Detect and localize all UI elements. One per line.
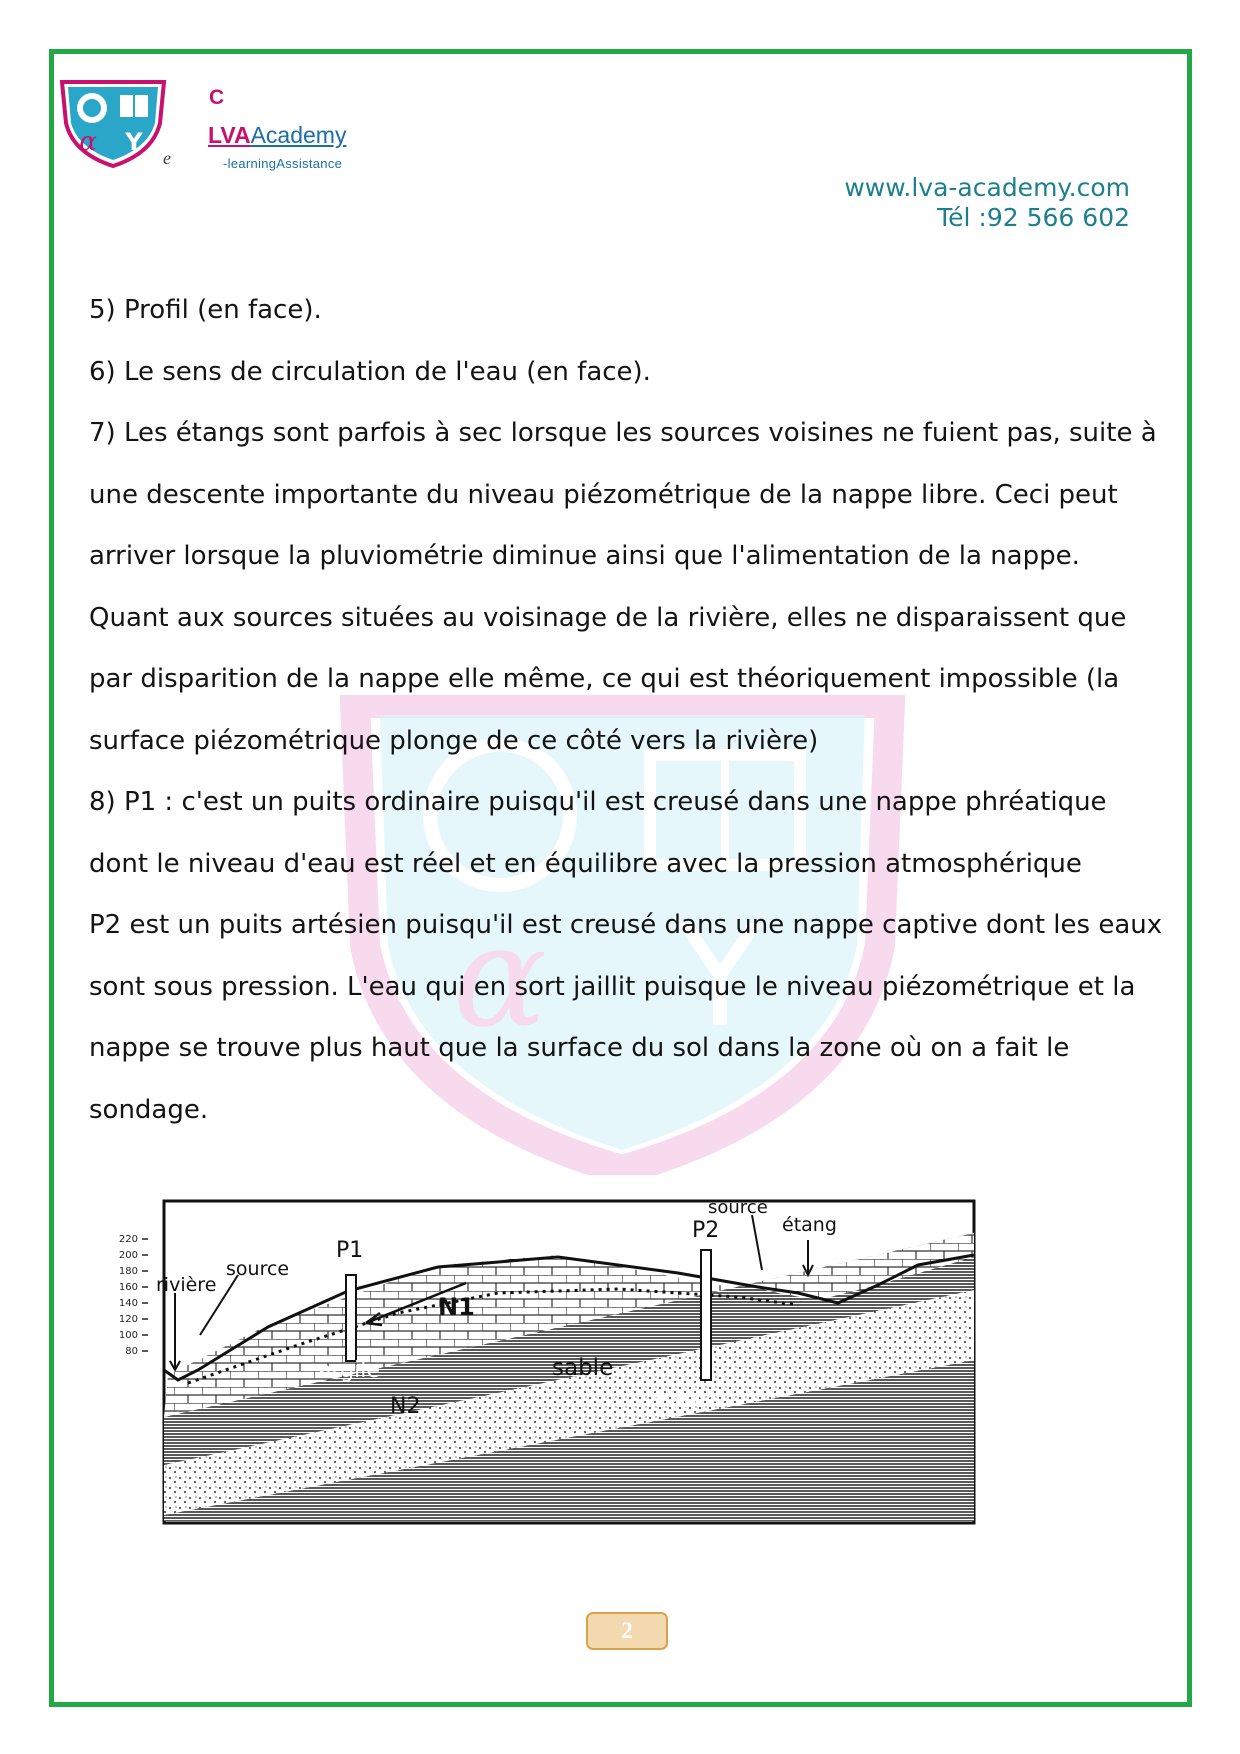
label-argile: argile xyxy=(318,1358,380,1383)
svg-text:α: α xyxy=(79,127,97,157)
scale-tick: 160 xyxy=(118,1282,138,1293)
page-number: 2 xyxy=(586,1612,668,1650)
paragraph-8-p2: P2 est un puits artésien puisqu'il est creusé dans une nappe captive dont les eaux sont sous pression. L'eau qui en sort jaillit puisque le niveau piézométrique et la nappe se trouve plus haut que la surface du sol dans la zone où on a fait le sondage. xyxy=(89,910,1163,1125)
phone-number: Tél :92 566 602 xyxy=(937,203,1130,232)
geological-cross-section xyxy=(118,1195,980,1525)
brand-letter: C xyxy=(209,86,225,109)
brand-e-letter: e xyxy=(163,148,171,168)
brand-lva: LVA xyxy=(208,122,251,148)
scale-tick: 180 xyxy=(118,1266,138,1277)
svg-text:α: α xyxy=(452,896,548,1059)
lva-logo-icon xyxy=(58,78,168,168)
brand-tagline: -learningAssistance xyxy=(223,156,343,171)
scale-tick: 80 xyxy=(125,1346,138,1357)
label-marne: marne xyxy=(650,1388,718,1412)
label-p2: P2 xyxy=(692,1218,720,1243)
scale-tick: 100 xyxy=(118,1330,138,1341)
scale-tick: 200 xyxy=(118,1250,138,1261)
website-link[interactable]: www.lva-academy.com xyxy=(844,173,1130,202)
label-n1: N1 xyxy=(438,1293,475,1321)
paragraph-5: 5) Profil (en face). xyxy=(89,295,322,325)
contact-block xyxy=(844,173,1130,233)
brand-name xyxy=(208,122,346,149)
label-source-right: source xyxy=(708,1197,768,1218)
scale-tick: 120 xyxy=(118,1314,138,1325)
answer-text xyxy=(89,280,1164,1141)
label-p1: P1 xyxy=(336,1238,364,1263)
paragraph-7-continued: Quant aux sources situées au voisinage de la rivière, elles ne disparaissent que par disparition de la nappe elle même, ce qui est théoriquement impossible (la surface piézométrique plonge de ce côté vers la rivière) xyxy=(89,602,1127,756)
svg-text:Y: Y xyxy=(677,896,763,1059)
scale-tick: 140 xyxy=(118,1298,138,1309)
label-n2: N2 xyxy=(390,1394,421,1419)
paragraph-6: 6) Le sens de circulation de l'eau (en face). xyxy=(89,356,651,387)
label-source-left: source xyxy=(226,1258,290,1280)
brand-academy: Academy xyxy=(250,122,347,148)
label-etang: étang xyxy=(782,1214,837,1236)
label-sable: sable xyxy=(552,1355,614,1381)
svg-text:Y: Y xyxy=(125,128,143,156)
label-riviere: rivière xyxy=(156,1274,217,1296)
paragraph-7: 7) Les étangs sont parfois à sec lorsque les sources voisines ne fuient pas, suite à une descente importante du niveau piézométrique de la nappe libre. Ceci peut arriver lorsque la pluviométrie diminue ainsi que l'alimentation de la nappe. xyxy=(89,418,1157,571)
scale-tick: 220 xyxy=(118,1234,138,1245)
paragraph-8-p1: 8) P1 : c'est un puits ordinaire puisqu'il est creusé dans une nappe phréatique dont le niveau d'eau est réel et en équilibre avec la pression atmosphérique xyxy=(89,787,1107,879)
